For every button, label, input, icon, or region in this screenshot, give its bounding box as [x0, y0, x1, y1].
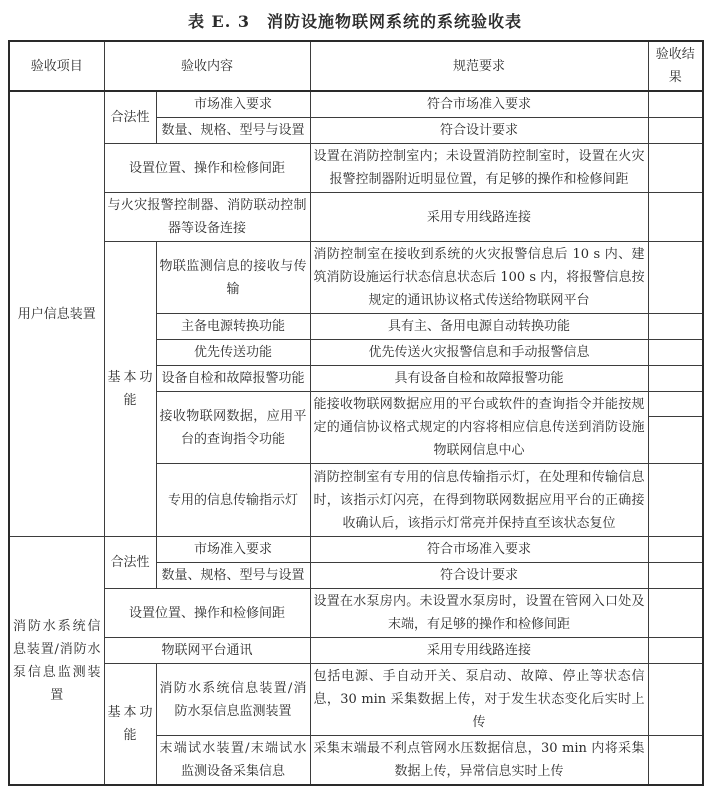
requirement-cell: 消防控制室有专用的信息传输指示灯，在处理和传输信息时，该指示灯闪亮，在得到物联网数据应用平台的正确接收确认后，该指示灯常亮并保持直至该状态复位	[310, 464, 648, 537]
table-row	[9, 91, 703, 118]
result-cell	[648, 464, 703, 537]
header-item: 验收项目	[9, 41, 104, 91]
content-cell: 主备电源转换功能	[156, 314, 310, 340]
content-cell: 物联网平台通讯	[104, 638, 310, 664]
table-row	[9, 589, 703, 638]
content-cell: 末端试水装置/末端试水监测设备采集信息	[156, 736, 310, 786]
requirement-cell: 具有设备自检和故障报警功能	[310, 366, 648, 392]
requirement-cell: 采用专用线路连接	[310, 638, 648, 664]
content-cell: 专用的信息传输指示灯	[156, 464, 310, 537]
content-cell: 市场准入要求	[156, 91, 310, 118]
result-cell	[648, 537, 703, 563]
requirement-cell: 符合设计要求	[310, 118, 648, 144]
requirement-cell: 具有主、备用电源自动转换功能	[310, 314, 648, 340]
header-requirement: 规范要求	[310, 41, 648, 91]
result-cell	[648, 563, 703, 589]
content-cell: 市场准入要求	[156, 537, 310, 563]
requirement-cell: 消防控制室在接收到系统的火灾报警信息后 10 s 内、建筑消防设施运行状态信息状态后 100 s 内，将报警信息按规定的通讯协议格式传送给物联网平台	[310, 242, 648, 314]
content-cell: 设置位置、操作和检修间距	[104, 589, 310, 638]
result-cell	[648, 340, 703, 366]
requirement-cell: 包括电源、手自动开关、泵启动、故障、停止等状态信息，30 min 采集数据上传，对于发生状态变化后实时上传	[310, 664, 648, 736]
content-cell: 消防水系统信息装置/消防水泵信息监测装置	[156, 664, 310, 736]
requirement-cell: 设置在消防控制室内；未设置消防控制室时，设置在火灾报警控制器附近明显位置，有足够的操作和检修间距	[310, 144, 648, 193]
content-cell: 设置位置、操作和检修间距	[104, 144, 310, 193]
content-cell: 优先传送功能	[156, 340, 310, 366]
result-cell	[648, 589, 703, 638]
basic-function-group-cell: 基本功能	[104, 242, 156, 537]
table-row	[9, 638, 703, 664]
content-cell: 接收物联网数据，应用平台的查询指令功能	[156, 392, 310, 464]
table-row	[9, 144, 703, 193]
content-cell: 数量、规格、型号与设置	[156, 118, 310, 144]
legality-group-cell: 合法性	[104, 537, 156, 589]
requirement-cell: 能接收物联网数据应用的平台或软件的查询指令并能按规定的通信协议格式规定的内容将相应信息传送到消防设施物联网信息中心	[310, 392, 648, 464]
requirement-cell: 采集末端最不利点管网水压数据信息，30 min 内将采集数据上传，异常信息实时上传	[310, 736, 648, 786]
page-title: 表 E. 3 消防设施物联网系统的系统验收表	[187, 12, 523, 31]
section-item-cell: 用户信息装置	[9, 91, 104, 537]
header-content: 验收内容	[104, 41, 310, 91]
result-cell	[648, 242, 703, 314]
table-row	[9, 193, 703, 242]
requirement-cell: 采用专用线路连接	[310, 193, 648, 242]
header-result: 验收结果	[648, 41, 703, 91]
legality-group-cell: 合法性	[104, 91, 156, 144]
result-cell	[648, 366, 703, 392]
acceptance-table	[8, 40, 704, 786]
requirement-cell: 符合市场准入要求	[310, 537, 648, 563]
result-cell	[648, 638, 703, 664]
result-cell	[648, 144, 703, 193]
content-cell: 与火灾报警控制器、消防联动控制器等设备连接	[104, 193, 310, 242]
requirement-cell: 符合设计要求	[310, 563, 648, 589]
content-cell: 物联监测信息的接收与传输	[156, 242, 310, 314]
table-row	[9, 664, 703, 736]
result-cell-lower	[648, 417, 703, 464]
result-cell	[648, 314, 703, 340]
result-cell	[648, 91, 703, 118]
result-cell	[648, 664, 703, 736]
result-cell	[648, 118, 703, 144]
section-item-cell: 消防水系统信息装置/消防水泵信息监测装置	[9, 537, 104, 786]
requirement-cell: 设置在水泵房内。未设置水泵房时，设置在管网入口处及末端，有足够的操作和检修间距	[310, 589, 648, 638]
header-row	[9, 41, 703, 91]
content-cell: 设备自检和故障报警功能	[156, 366, 310, 392]
content-cell: 数量、规格、型号与设置	[156, 563, 310, 589]
requirement-cell: 符合市场准入要求	[310, 91, 648, 118]
requirement-cell: 优先传送火灾报警信息和手动报警信息	[310, 340, 648, 366]
result-cell	[648, 736, 703, 786]
table-row	[9, 537, 703, 563]
table-row	[9, 242, 703, 314]
result-cell-upper	[648, 392, 703, 417]
result-cell	[648, 193, 703, 242]
basic-function-group-cell: 基本功能	[104, 664, 156, 786]
